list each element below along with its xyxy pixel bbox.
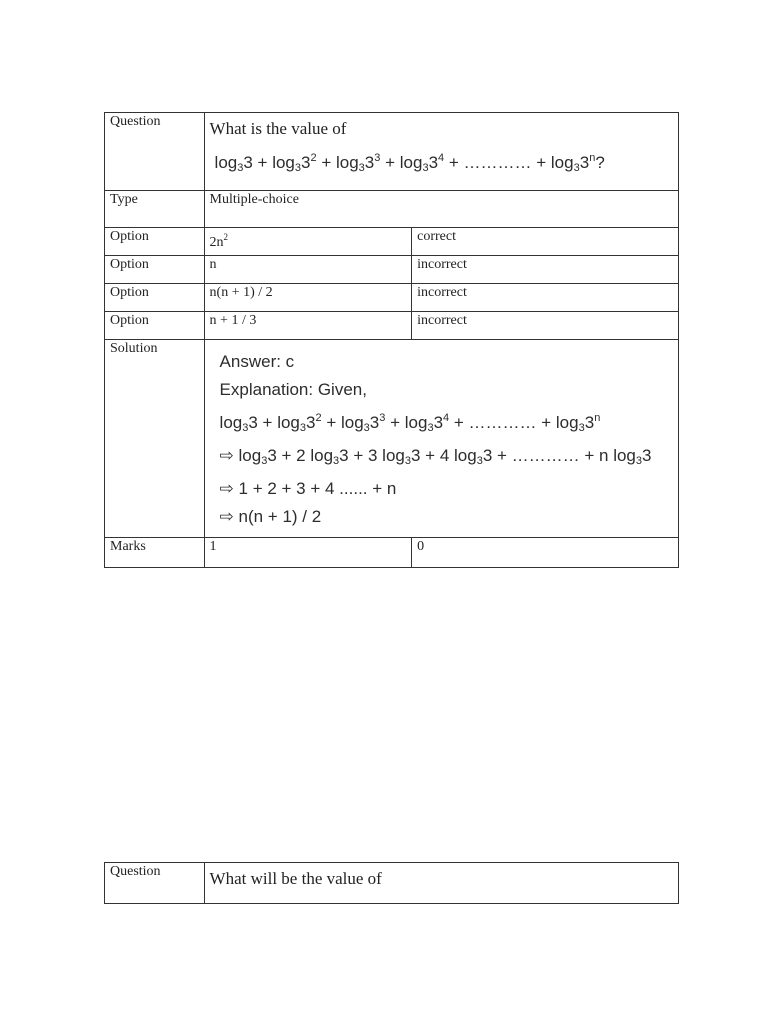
option-status: correct [412,228,679,256]
option-status: incorrect [412,284,679,312]
question-text: What will be the value of [209,869,382,888]
option-row [105,284,679,312]
solution-step-3: ⇨ 1 + 2 + 3 + 4 ...... + n [219,479,397,498]
question-row [105,863,679,904]
option-row [105,228,679,256]
solution-step-1: $\log_33 + \log_33^2 + \log_33^3 + \log_33^4$ + ………… + $\log_33^n$ [219,412,601,434]
option-status: incorrect [412,256,679,284]
option-value: $2n^2$ [204,228,412,256]
question-table-2 [104,862,679,904]
question-text: What is the value of [209,119,347,138]
type-label: Type [105,191,205,228]
question-label: Question [105,863,205,904]
option-label: Option [105,312,205,340]
solution-cell [204,340,678,538]
type-row [105,191,679,228]
option-row [105,312,679,340]
question-label: Question [105,113,205,191]
option-label: Option [105,256,205,284]
solution-step-2: ⇨ $\log_33 + 2$ $\log_33 + 3$ $\log_33 + 4$ $\log_33$ + ………… + n $\log_33$ [219,446,652,467]
solution-row [105,340,679,538]
option-value: n [204,256,412,284]
question-cell [204,113,678,191]
option-label: Option [105,228,205,256]
option-superscript: 2 [223,232,229,242]
option-label: Option [105,284,205,312]
solution-label: Solution [105,340,205,538]
marks-label: Marks [105,538,205,568]
marks-value: 1 [204,538,412,568]
solution-answer: Answer: c [219,352,295,371]
question-table-1 [104,112,679,568]
solution-step-4: ⇨ n(n + 1) / 2 [219,507,322,526]
option-value: n + 1 / 3 [204,312,412,340]
marks-row [105,538,679,568]
option-value: n(n + 1) / 2 [204,284,412,312]
option-row [105,256,679,284]
type-value: Multiple-choice [204,191,678,228]
solution-explanation: Explanation: Given, [219,380,367,399]
option-status: incorrect [412,312,679,340]
question-cell [204,863,678,904]
marks-negative: 0 [412,538,679,568]
question-row [105,113,679,191]
question-formula: $\log_33 + \log_33^2 + \log_33^3 + \log_33^4$ + ………… + $\log_33^n$? [214,152,605,174]
